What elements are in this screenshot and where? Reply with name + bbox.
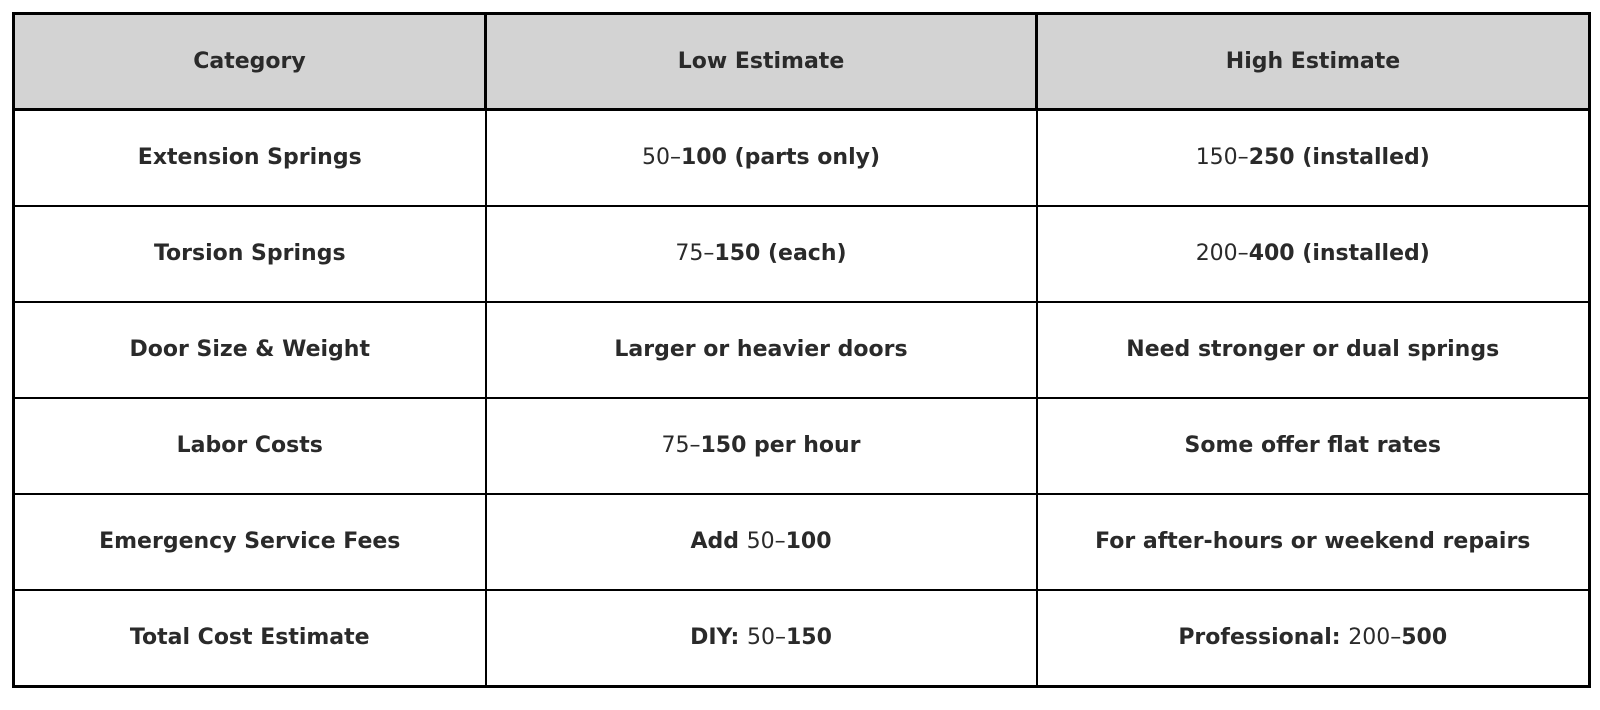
cell-category: Torsion Springs xyxy=(14,206,486,302)
cell-text-normal: 150– xyxy=(1195,145,1249,170)
cell-high-estimate xyxy=(1037,398,1590,494)
header-high-estimate: High Estimate xyxy=(1037,14,1590,110)
cell-high-estimate xyxy=(1037,206,1590,302)
cell-text-bold: DIY: xyxy=(690,625,747,650)
cell-text-normal: 50– xyxy=(747,625,786,650)
cost-table-container xyxy=(12,12,1588,688)
cell-text-bold: 150 (each) xyxy=(714,241,847,266)
cell-high-estimate xyxy=(1037,494,1590,590)
table-row xyxy=(14,590,1590,687)
cell-category: Total Cost Estimate xyxy=(14,590,486,687)
header-low-estimate: Low Estimate xyxy=(486,14,1037,110)
cell-low-estimate xyxy=(486,302,1037,398)
cell-high-estimate xyxy=(1037,110,1590,207)
cell-text-bold: Some offer flat rates xyxy=(1184,433,1441,458)
cell-category: Labor Costs xyxy=(14,398,486,494)
cell-text-bold: Professional: xyxy=(1178,625,1349,650)
table-header-row xyxy=(14,14,1590,110)
table-row xyxy=(14,494,1590,590)
cell-category: Emergency Service Fees xyxy=(14,494,486,590)
cell-text-bold: Need stronger or dual springs xyxy=(1126,337,1500,362)
table-row xyxy=(14,110,1590,207)
cell-high-estimate xyxy=(1037,590,1590,687)
cell-text-normal: 200– xyxy=(1348,625,1402,650)
cell-text-bold: 150 xyxy=(786,625,832,650)
cell-text-bold: 100 xyxy=(785,529,832,554)
header-category: Category xyxy=(14,14,486,110)
cell-text-bold: 150 per hour xyxy=(700,433,861,458)
cell-low-estimate xyxy=(486,206,1037,302)
cell-high-estimate xyxy=(1037,302,1590,398)
cell-low-estimate xyxy=(486,110,1037,207)
cell-text-bold: Add xyxy=(690,529,747,554)
cell-text-normal: 50– xyxy=(641,145,681,170)
cost-table xyxy=(12,12,1591,688)
cell-text-normal: 50– xyxy=(746,529,786,554)
cell-low-estimate xyxy=(486,494,1037,590)
table-row xyxy=(14,398,1590,494)
cell-category: Extension Springs xyxy=(14,110,486,207)
cell-text-normal: 200– xyxy=(1195,241,1249,266)
cell-text-bold: 500 xyxy=(1401,625,1448,650)
cell-text-bold: For after-hours or weekend repairs xyxy=(1095,529,1531,554)
cell-text-bold: Larger or heavier doors xyxy=(614,337,908,362)
cell-text-normal: 75– xyxy=(661,433,701,458)
cell-text-normal: 75– xyxy=(675,241,715,266)
cell-category: Door Size & Weight xyxy=(14,302,486,398)
cell-text-bold: 250 (installed) xyxy=(1248,145,1430,170)
cell-low-estimate xyxy=(486,398,1037,494)
table-row xyxy=(14,206,1590,302)
cell-low-estimate xyxy=(486,590,1037,687)
cell-text-bold: 100 (parts only) xyxy=(680,145,881,170)
cell-text-bold: 400 (installed) xyxy=(1248,241,1430,266)
table-row xyxy=(14,302,1590,398)
